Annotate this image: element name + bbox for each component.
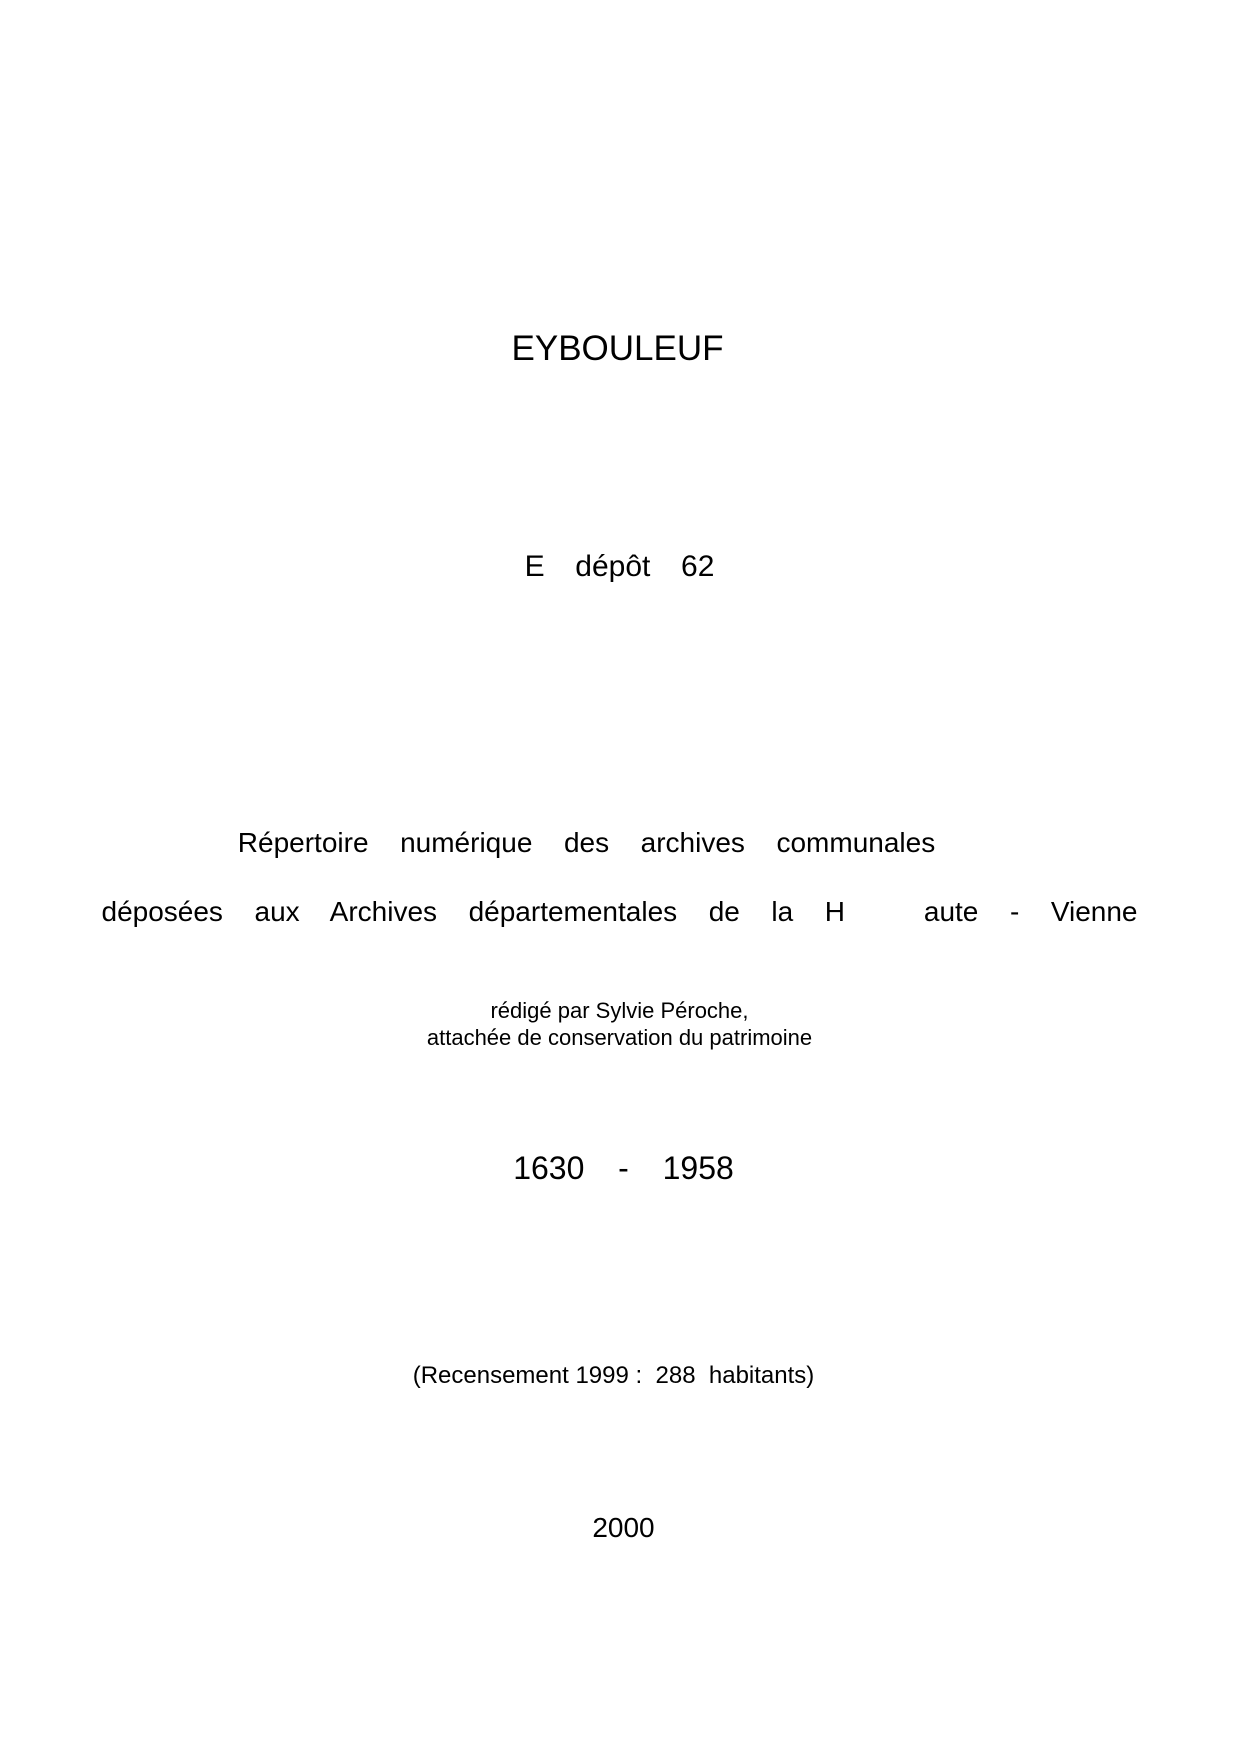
author-role-line: attachée de conservation du patrimoine	[426, 1025, 813, 1050]
census-note: (Recensement 1999 : 288 habitants)	[412, 1362, 815, 1389]
author-line: rédigé par Sylvie Péroche,	[490, 998, 749, 1023]
date-range: 1630 - 1958	[513, 1150, 734, 1186]
repertoire-title-line1: Répertoire numérique des archives communales	[237, 827, 936, 858]
commune-title: EYBOULEUF	[511, 329, 724, 368]
publication-year: 2000	[592, 1512, 655, 1543]
repertoire-title-line2: déposées aux Archives départementales de la H aute - Vienne	[101, 896, 1138, 927]
depot-reference: E dépôt 62	[524, 550, 715, 583]
